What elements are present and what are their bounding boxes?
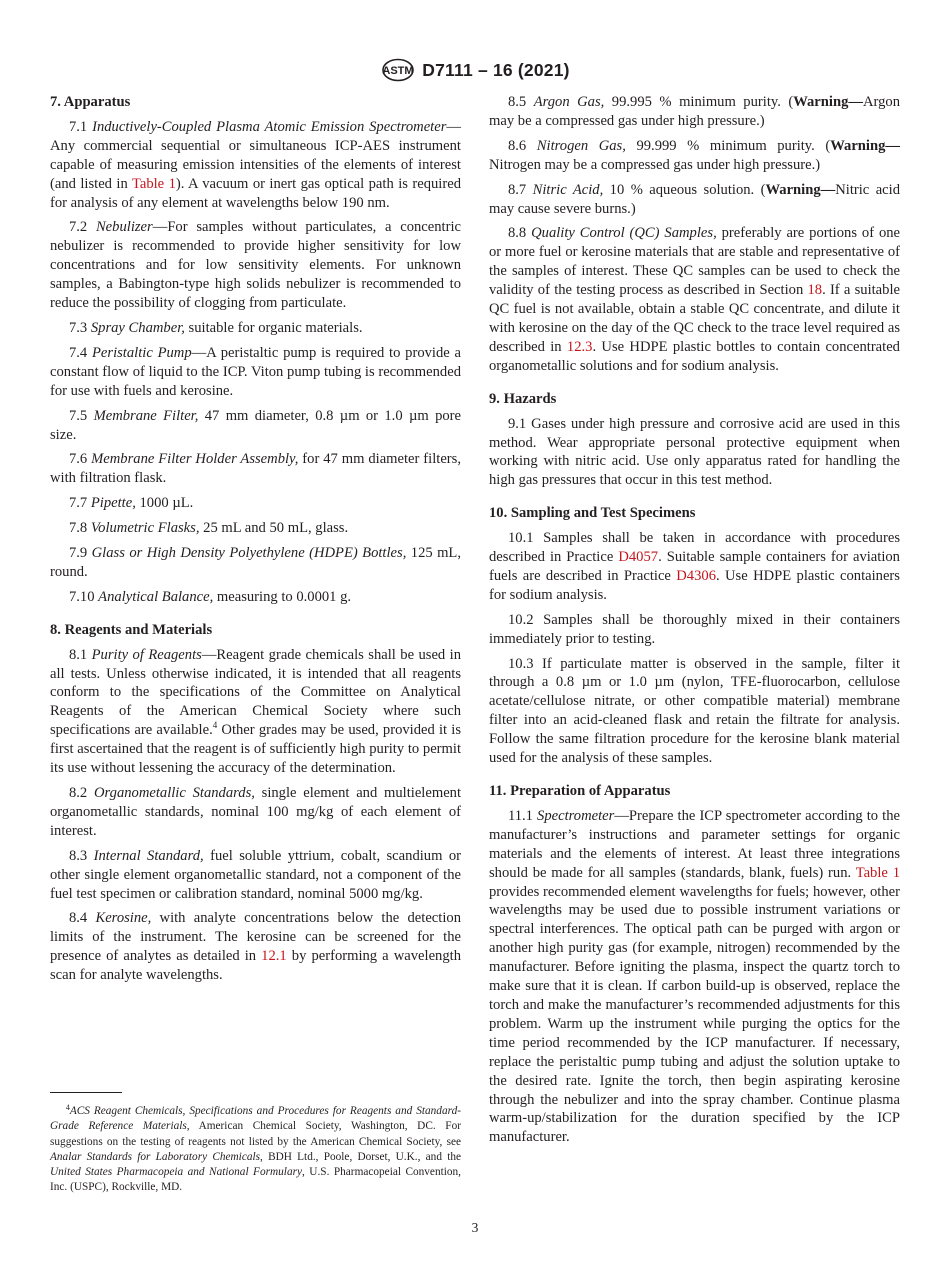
para-7-10: 7.10 Analytical Balance, measuring to 0.0001 g. bbox=[68, 588, 352, 605]
section-heading-9: 9. Hazards bbox=[489, 390, 557, 407]
section-heading-7: 7. Apparatus bbox=[50, 94, 131, 110]
link-d4057[interactable]: D4057 bbox=[618, 549, 659, 566]
para-8-3: 8.3 Internal Standard, fuel soluble yttrium, cobalt, scandium or other single element organometallic standard, not a component of the fuel test specimen or calibration standard, nominal 5000 mg/kg. bbox=[50, 847, 462, 902]
svg-text:ASTM: ASTM bbox=[382, 65, 414, 77]
para-7-7: 7.7 Pipette, 1000 µL. bbox=[68, 495, 194, 512]
para-7-2: 7.2 Nebulizer—For samples without particulates, a concentric nebulizer is recommended to provide higher sensitivity for low concentrations and for low sensitivity elements. For unknown samples, a Babington-type high solids nebulizer is recommended to reduce the possibility of clogging from particulate. bbox=[50, 219, 461, 312]
para-7-5: 7.5 Membrane Filter, 47 mm diameter, 0.8 µm or 1.0 µm pore size. bbox=[50, 407, 462, 443]
para-7-4: 7.4 Peristaltic Pump—A peristaltic pump is required to provide a constant flow of liquid to the ICP. Viton pump tubing is recommended for use with fuels and kerosine. bbox=[50, 344, 462, 399]
para-8-8: 8.8 Quality Control (QC) Samples, preferably are portions of one or more fuel or kerosine materials that are stable and representative of the samples of interest. These QC samples can be used to check the validity of the testing process as described in Section 18. If a suitable QC fuel is not available, obtain a stable QC concentrate, and dilute it with kerosine on the day of the QC check to the trace level required as described in 12.3. Use HDPE plastic bottles to contain concentrated organometallic solutions and for sodium analysis. bbox=[489, 225, 901, 374]
footnote-4: $^4$ACS Reagent Chemicals, Specifications and Procedures for Reagents and Standard-Grade Reference Materials, American Chemical Society, Washington, DC. For suggestions on the testing of reagents not listed by the American Chemical Society, see Analar Standards for Laboratory Chemicals, BDH Ltd., Poole, Dorset, U.K., and the United States Pharmacopeia and National Formulary, U.S. Pharmacopeial Convention, Inc. (USPC), Rockville, MD. bbox=[50, 1103, 461, 1194]
para-9-1: 9.1 Gases under high pressure and corrosive acid are used in this method. Wear appropriate personal protective equipment when working with nitric acid. Use only apparatus rated for handling the high gas pressures that occur in this test method. bbox=[489, 415, 900, 489]
link-table-1[interactable]: Table 1 bbox=[131, 175, 176, 192]
para-8-4: 8.4 Kerosine, with analyte concentrations below the detection limits of the instrument. The kerosine can be screened for the presence of analytes as detailed in 12.1 by performing a wavelength scan for analyte wavelengths. bbox=[50, 910, 461, 984]
link-12-3[interactable]: 12.3 bbox=[566, 338, 593, 355]
para-8-5: 8.5 Argon Gas, 99.995 % minimum purity. (Warning—Argon may be a compressed gas under high pressure.) bbox=[489, 94, 900, 129]
document-id: D7111 – 16 (2021) bbox=[422, 59, 570, 80]
link-d4306[interactable]: D4306 bbox=[676, 567, 716, 584]
para-8-7: 8.7 Nitric Acid, 10 % aqueous solution. (Warning—Nitric acid may cause severe burns.) bbox=[489, 181, 901, 217]
para-8-2: 8.2 Organometallic Standards, single element and multielement organometallic standards, nominal 100 mg/kg of each element of interest. bbox=[50, 785, 462, 839]
para-11-1: 11.1 Spectrometer—Prepare the ICP spectrometer according to the manufacturer’s instructions and parameter settings for organic materials and the elements of interest. At least three integrations should be made for all samples (standards, blank, fuels) run. Table 1 provides recommended element wavelengths for fuels; however, other wavelengths may be used due to possible instrument variations or spectral interferences. The optical path can be purged with argon or another high purity gas (for example, nitrogen) recommended by the manufacturer. Before igniting the plasma, inspect the quartz torch to make sure that it is clean. If carbon build-up is observed, replace the torch and make the manufacturer’s recommended adjustments for this problem. Warm up the instrument while purging the optics for the time period recommended by the ICP manufacturer. If necessary, replace the peristaltic pump tubing and adjust the solution uptake to the desired rate. Ignite the torch, then begin aspirating kerosine through the nebulizer and into the spray chamber. Continue plasma warm-up/stabilization for the duration specified by the ICP manufacturer. bbox=[489, 807, 900, 1146]
para-7-3: 7.3 Spray Chamber, suitable for organic materials. bbox=[68, 319, 363, 336]
para-7-9: 7.9 Glass or High Density Polyethylene (HDPE) Bottles, 125 mL, round. bbox=[50, 545, 461, 580]
para-7-6: 7.6 Membrane Filter Holder Assembly, for 47 mm diameter filters, with filtration flask. bbox=[50, 451, 461, 487]
link-12-1[interactable]: 12.1 bbox=[261, 948, 287, 965]
para-10-1: 10.1 Samples shall be taken in accordance with procedures described in Practice D4057. Suitable sample containers for aviation fuels are described in Practice D4306. Use HDPE plastic containers for sodium analysis. bbox=[489, 530, 900, 603]
para-7-8: 7.8 Volumetric Flasks, 25 mL and 50 mL, glass. bbox=[68, 520, 349, 537]
astm-logo-icon bbox=[380, 58, 416, 82]
para-8-6: 8.6 Nitrogen Gas, 99.999 % minimum purity. (Warning—Nitrogen may be a compressed gas under high pressure.) bbox=[489, 137, 900, 173]
para-8-1: 8.1 Purity of Reagents—Reagent grade chemicals shall be used in all tests. Unless otherwise indicated, it is intended that all reagents conform to the specifications of the Committee on Analytical Reagents of the American Chemical Society where such specifications are available.$^4$ Other grades may be used, provided it is first ascertained that the reagent is of sufficiently high purity to permit its use without lessening the accuracy of the determination. bbox=[50, 646, 461, 777]
para-10-3: 10.3 If particulate matter is observed in the sample, filter it through a 0.8 µm or 1.0 µm (nylon, TFE-fluorocarbon, cellulose acetate/cellulose nitrate, or other compatible material) membrane filter into an acid-cleaned flask and retain the filtrate for analysis. Follow the same filtration procedure for the kerosine blank material used for the analysis of these samples. bbox=[489, 655, 901, 767]
section-heading-10: 10. Sampling and Test Specimens bbox=[489, 505, 696, 522]
link-table-1-b[interactable]: Table 1 bbox=[855, 864, 900, 881]
page-header bbox=[0, 58, 950, 87]
para-10-2: 10.2 Samples shall be thoroughly mixed in their containers immediately prior to testing. bbox=[489, 611, 901, 647]
section-heading-8: 8. Reagents and Materials bbox=[50, 621, 213, 638]
footnote-ref-4[interactable]: 4 bbox=[212, 720, 218, 731]
right-column bbox=[489, 93, 900, 1153]
section-heading-11: 11. Preparation of Apparatus bbox=[489, 783, 671, 799]
para-7-1: 7.1 Inductively-Coupled Plasma Atomic Emission Spectrometer—Any commercial sequential or simultaneous ICP-AES instrument capable of measuring emission intensities of the elements of interest (and listed in Table 1). A vacuum or inert gas optical path is required for analysis of any element at wavelengths below 190 nm. bbox=[50, 118, 461, 211]
footnote-divider bbox=[50, 1092, 122, 1093]
link-section-18[interactable]: 18 bbox=[807, 282, 823, 299]
page-number: 3 bbox=[471, 1220, 479, 1235]
left-column bbox=[50, 93, 461, 991]
